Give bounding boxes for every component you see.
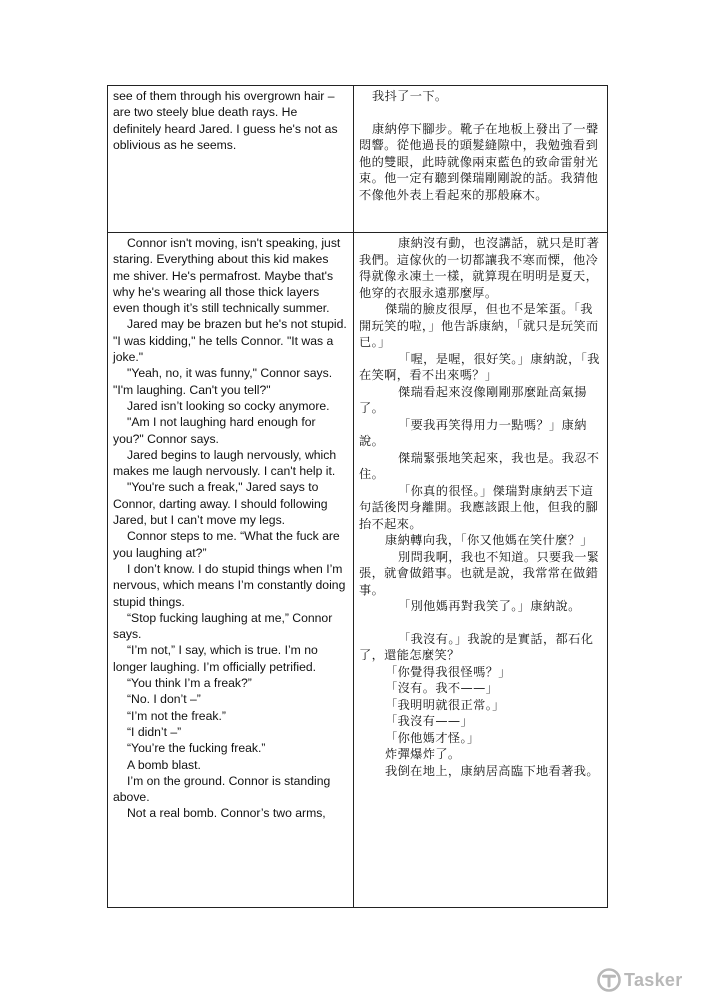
english-paragraph: Jared isn’t looking so cocky anymore. [127,398,330,413]
chinese-paragraph: 炸彈爆炸了。 [385,747,461,761]
table-row [108,86,608,233]
english-paragraph: “No. I don’t –” [127,692,201,707]
chinese-paragraph: 「別他媽再對我笑了。」康納說。 [398,599,581,613]
english-paragraph: Jared may be brazen but he's not stupid. "I was kidding," he tells Connor. "It was a joke." [113,317,347,365]
chinese-cell [354,86,608,233]
chinese-paragraph: 康納沒有動，也沒講話，就只是盯著我們。這傢伙的一切都讓我不寒而慄，他冷得就像永凍土一樣，就算現在明明是夏天，他穿的衣服永遠那麼厚。 [359,236,600,300]
chinese-paragraph: 「我明明就很正常。」 [385,697,505,712]
english-paragraph: “I didn’t –” [127,724,182,739]
english-paragraph: "You're such a freak," Jared says to Connor, darting away. I should following Jared, but I can’t move my legs. [113,480,328,528]
table-row [108,233,608,908]
chinese-paragraph: 「沒有。我不——」 [385,681,499,695]
english-paragraph: A bomb blast. [127,757,201,772]
english-cell [108,233,354,908]
english-paragraph: Connor steps to me. “What the fuck are you laughing at?” [113,529,340,560]
tasker-logo-text: Tasker [624,969,683,990]
chinese-paragraph: 傑瑞看起來沒像剛剛那麼趾高氣揚了。 [359,384,587,415]
english-paragraph: I’m on the ground. Connor is standing above. [113,773,331,805]
chinese-paragraph: 我抖了一下。 [372,89,448,103]
english-cell [108,86,354,233]
english-paragraph: I don’t know. I do stupid things when I’m nervous, which means I’m constantly doing stupid things. [113,561,346,609]
english-paragraph: see of them through his overgrown hair –are two steely blue death rays. He definitely heard Jared. I guess he's not as oblivious as he seems. [113,89,338,152]
chinese-paragraph: 「喔，是喔，很好笑。」康納說，「我在笑啊，看不出來嗎？」 [359,351,600,382]
english-paragraph: Jared begins to laugh nervously, which makes me laugh nervously. I can't help it. [113,447,337,479]
chinese-paragraph: 康納轉向我，「你又他媽在笑什麼？」 [385,533,593,547]
tasker-logo [597,968,683,992]
english-paragraph: “I’m not,” I say, which is true. I’m no longer laughing. I’m officially petrified. [113,643,318,674]
chinese-paragraph: 傑瑞緊張地笑起來，我也是。我忍不住。 [359,450,600,481]
english-paragraph: "Am I not laughing hard enough for you?" Connor says. [113,415,316,446]
chinese-paragraph: 「你覺得我很怪嗎？」 [385,664,511,679]
english-paragraph: “You think I’m a freak?” [127,676,252,691]
tasker-logo-icon [597,968,621,992]
chinese-paragraph: 「我沒有——」 [385,714,474,728]
paragraph-gap [359,105,602,121]
chinese-paragraph: 「你真的很怪。」傑瑞對康納丟下這句話後閃身離開。我應該跟上他，但我的腳抬不起來。 [359,483,599,531]
english-paragraph: “Stop fucking laughing at me,” Connor says. [113,610,333,642]
chinese-paragraph: 別問我啊，我也不知道。只要我一緊張，就會做錯事。也就是說，我常常在做錯事。 [359,549,600,597]
chinese-paragraph: 康納停下腳步。靴子在地板上發出了一聲悶響。從他過長的頭髮縫隙中，我勉強看到他的雙眼，此時就像兩束藍色的致命雷射光束。他一定有聽到傑瑞剛剛說的話。我猜他不像他外表上看起來的那般麻木。 [359,121,599,202]
english-paragraph: Connor isn't moving, isn't speaking, just staring. Everything about this kid makes me shiver. He's permafrost. Maybe that's why he's wearing all those thick layers even though it’s still technically summer. [113,236,341,316]
english-paragraph: "Yeah, no, it was funny," Connor says. "I'm laughing. Can't you tell?" [113,366,333,397]
english-paragraph: “I’m not the freak.” [127,708,226,723]
chinese-paragraph: 「我沒有。」我說的是實話，都石化了，還能怎麼笑？ [359,631,594,662]
chinese-paragraph: 我倒在地上，康納居高臨下地看著我。 [385,763,599,778]
chinese-paragraph: 傑瑞的臉皮很厚，但也不是笨蛋。「我開玩笑的啦，」他告訴康納，「就只是玩笑而已。」 [359,302,599,349]
english-paragraph: Not a real bomb. Connor’s two arms, [127,806,326,821]
chinese-paragraph: 「你他媽才怪。」 [385,730,480,745]
chinese-paragraph: 「要我再笑得用力一點嗎？」康納說。 [359,417,587,448]
translation-table [107,85,608,908]
chinese-cell [354,233,608,908]
paragraph-gap [359,615,602,631]
english-paragraph: “You’re the fucking freak.” [127,741,266,756]
